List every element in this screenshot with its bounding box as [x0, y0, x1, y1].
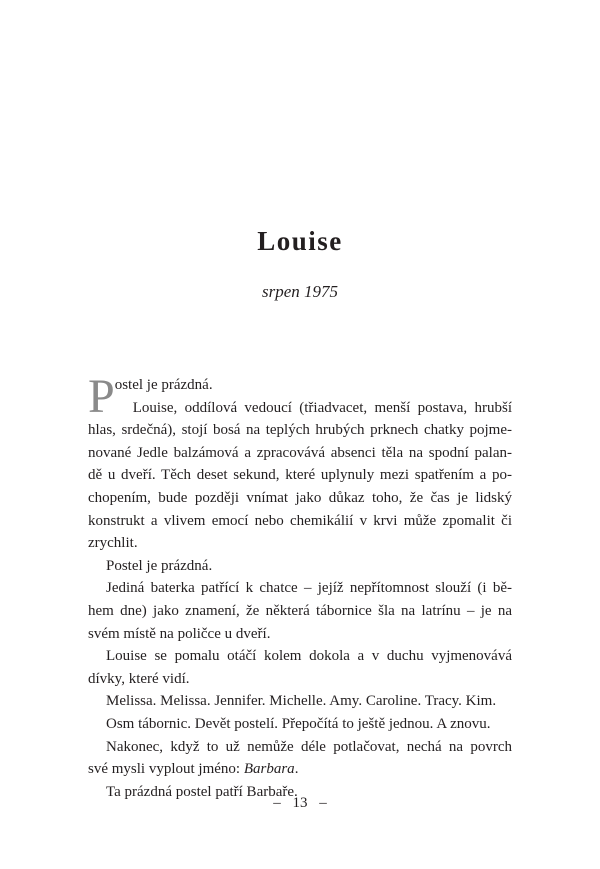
drop-cap: P — [88, 370, 115, 423]
text-line: hlas, srdečná), stojí bosá na teplých hrubých prknech chatky pojme- — [88, 422, 512, 439]
italic-name: Barbara — [243, 761, 295, 778]
chapter-title: Louise — [257, 226, 343, 256]
text-line: svém místě na poličce u dveří. — [88, 625, 271, 642]
text-line: Postel je prázdná. — [106, 557, 213, 574]
page-number: – 13 – — [273, 795, 327, 811]
text-line: zrychlit. — [88, 535, 138, 552]
text-line: hem dne) jako znamení, že některá tábornice šla na latrínu – je na — [88, 602, 512, 619]
text-line: Louise se pomalu otáčí kolem dokola a v duchu vyjmenovává — [106, 648, 512, 665]
text-line: Ta prázdná postel patří Barbaře. — [106, 783, 298, 800]
text-line: Jediná baterka patřící k chatce – jejíž nepřítomnost slouží (i bě- — [106, 580, 512, 597]
chapter-date: srpen 1975 — [261, 282, 339, 301]
text-line: Nakonec, když to už nemůže déle potlačovat, nechá na povrch — [106, 738, 512, 755]
text-line — [88, 758, 512, 781]
opening-paragraph — [88, 370, 512, 423]
text-line: Melissa. Melissa. Jennifer. Michelle. Amy. Caroline. Tracy. Kim. — [106, 693, 497, 710]
chapter-body — [88, 370, 512, 803]
text-fragment: . — [294, 761, 299, 778]
opening-lines — [115, 374, 512, 419]
text-line: konstrukt a vlivem emocí nebo chemikálií v krvi může zpomalit či — [88, 512, 512, 529]
text-line: ostel je prázdná. — [114, 377, 213, 393]
text-line: Louise, oddílová vedoucí (třiadvacet, menší postava, hrubší — [132, 399, 512, 416]
text-fragment: své mysli vyplout jméno: — [88, 761, 244, 778]
text-line: chopením, bude později vnímat jako důkaz toho, že čas je lidský — [88, 489, 512, 506]
text-line: Osm tábornic. Devět postelí. Přepočítá to ještě jednou. A znovu. — [106, 715, 491, 732]
text-line: nované Jedle balzámová a zpracovává absenci těla na spodní palan- — [88, 444, 512, 461]
text-line: dívky, které vidí. — [88, 670, 190, 687]
text-line: dě u dveří. Těch deset sekund, které uplynuly mezi spatřením a po- — [88, 467, 512, 484]
